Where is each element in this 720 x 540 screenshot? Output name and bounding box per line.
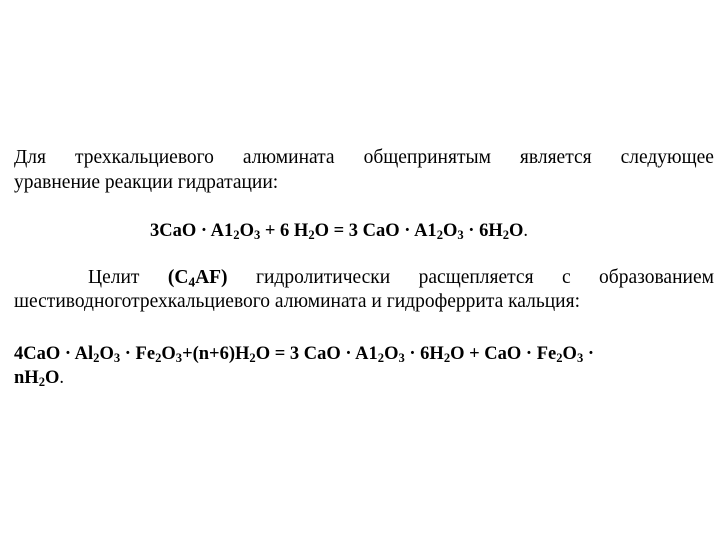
formula-part: (C [167,267,189,288]
formula-c4af [168,267,228,289]
eq-sub: 2 [502,228,510,243]
eq-sub: 2 [436,228,443,243]
eq-sub: 2 [377,351,385,366]
eq-text: O [509,221,524,241]
word: трехкальциевого [75,147,214,168]
eq-sub: 3 [576,351,584,366]
eq-sub: 2 [556,351,563,366]
equation-1 [150,220,528,242]
eq-text: · 6H [463,221,503,241]
word: общепринятым [363,147,491,168]
eq-text: O = 3 CaO · A1 [314,221,437,241]
eq-text: O [239,221,254,241]
equation-2-line-2 [14,367,64,389]
eq-sub: 3 [457,228,464,243]
eq-text: · [583,344,595,364]
word: расщепляется [418,267,534,288]
eq-text: · Fe [120,344,156,364]
eq-text: 4CaO · Al [14,344,94,364]
eq-sub: 3 [253,228,261,243]
word: образованием [599,267,714,288]
word: Целит [88,267,140,288]
paragraph-1-line-1 [14,147,714,169]
eq-text: O [99,344,114,364]
eq-text: O [44,368,60,388]
formula-part: AF) [195,267,228,288]
eq-text: O + CaO · Fe [450,344,557,364]
formula-sub: 4 [188,274,196,290]
eq-sub: 2 [38,375,45,390]
eq-text: + 6 H [260,221,309,241]
paragraph-2-line-2 [14,291,580,313]
eq-sub: 2 [233,228,240,243]
eq-text: · 6H [404,344,444,364]
eq-text: O [161,344,176,364]
eq-text: nH [14,368,39,388]
eq-sub: 3 [113,351,121,366]
eq-sub: 2 [249,351,256,366]
eq-sub: 2 [93,351,100,366]
word: алюмината [242,147,335,168]
eq-period: . [59,368,64,388]
eq-period: . [523,221,529,241]
paragraph-1-line-2 [14,172,278,194]
eq-sub: 2 [155,351,162,366]
word: следующее [620,147,714,168]
word: с [561,267,571,288]
word: Для [14,147,47,168]
text: уравнение реакции гидратации: [14,172,279,193]
equation-2-line-1 [14,343,594,365]
word: является [519,147,592,168]
eq-text: O [442,221,458,241]
eq-text: O = 3 CaO · A1 [255,344,378,364]
eq-sub: 2 [443,351,451,366]
eq-text: +(n+6)H [182,344,250,364]
eq-sub: 3 [175,351,183,366]
paragraph-2-line-1 [88,267,714,289]
eq-text: O [562,344,577,364]
eq-sub: 2 [308,228,315,243]
eq-text: O [384,344,399,364]
text: шестиводноготрехкальциевого алюмината и гидроферрита кальция: [14,291,581,312]
word: гидролитически [255,267,391,288]
eq-sub: 3 [398,351,405,366]
eq-text: 3CaO · A1 [150,221,234,241]
